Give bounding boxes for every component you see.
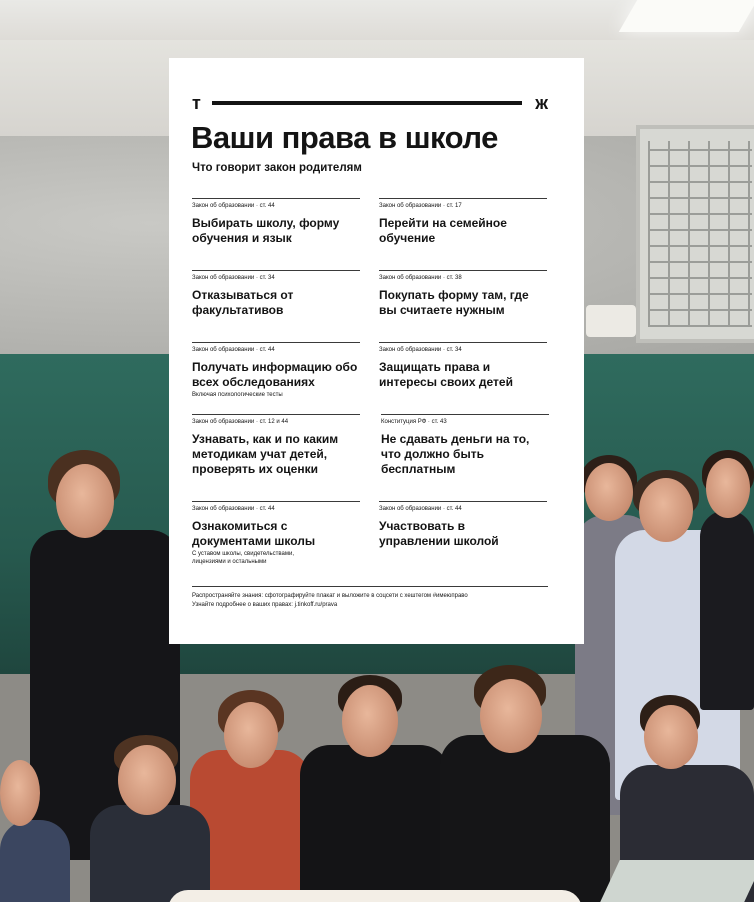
rights-poster	[169, 58, 584, 644]
right-text: Участвовать в управлении школой	[379, 519, 499, 548]
law-reference: Закон об образовании · ст. 12 и 44	[192, 419, 289, 425]
wall-board	[636, 125, 754, 343]
right-item	[379, 501, 547, 549]
right-text: Отказываться от факультативов	[192, 288, 294, 317]
right-text: Узнавать, как и по каким методикам учат детей, проверять их оценки	[192, 432, 339, 476]
law-reference: Закон об образовании · ст. 17	[379, 203, 462, 209]
right-item	[379, 198, 547, 246]
right-item	[192, 198, 360, 246]
law-reference: Закон об образовании · ст. 44	[379, 506, 462, 512]
right-text: Получать информацию обо всех обследованиях	[192, 360, 358, 389]
wall-pipe	[586, 305, 636, 337]
poster-subtitle: Что говорит закон родителям	[192, 162, 362, 174]
right-item	[192, 342, 360, 400]
right-item	[192, 414, 360, 477]
right-text: Защищать права и интересы своих детей	[379, 360, 513, 389]
brand-letter-zh: ж	[535, 93, 548, 113]
footer-share-text: Распространяйте знания: сфотографируйте плакат и выложите в соцсети с хештегом #имеюправо	[192, 593, 468, 599]
law-reference: Закон об образовании · ст. 44	[192, 347, 275, 353]
law-reference: Закон об образовании · ст. 44	[192, 203, 275, 209]
ceiling-lamp	[619, 0, 754, 32]
right-note: С уставом школы, свидетельствами, лицензиями и остальными	[192, 551, 295, 565]
law-reference: Закон об образовании · ст. 44	[192, 506, 275, 512]
brand-logo	[192, 93, 548, 113]
brand-letter-t: т	[192, 93, 201, 113]
floor-light	[600, 860, 754, 902]
right-item	[379, 342, 547, 390]
footer-link-text: Узнайте подробнее о ваших правах: j.tinkoff.ru/prava	[192, 602, 338, 608]
poster-footer	[192, 586, 548, 610]
law-reference: Закон об образовании · ст. 38	[379, 275, 462, 281]
bottom-card-edge	[168, 890, 582, 902]
poster-title: Ваши права в школе	[191, 120, 498, 155]
law-reference: Закон об образовании · ст. 34	[192, 275, 275, 281]
right-item	[192, 270, 360, 318]
law-reference: Конституция РФ · ст. 43	[381, 419, 447, 425]
right-item	[379, 270, 547, 318]
law-reference: Закон об образовании · ст. 34	[379, 347, 462, 353]
right-item	[381, 414, 549, 477]
right-text: Ознакомиться с документами школы	[192, 519, 316, 548]
right-text: Покупать форму там, где вы считаете нужным	[379, 288, 529, 317]
right-note: Включая психологические тесты	[192, 392, 283, 398]
right-text: Перейти на семейное обучение	[379, 216, 507, 245]
right-text: Не сдавать деньги на то, что должно быть бесплатным	[381, 432, 530, 476]
right-text: Выбирать школу, форму обучения и язык	[192, 216, 340, 245]
brand-rule	[212, 101, 522, 105]
right-item	[192, 501, 360, 566]
